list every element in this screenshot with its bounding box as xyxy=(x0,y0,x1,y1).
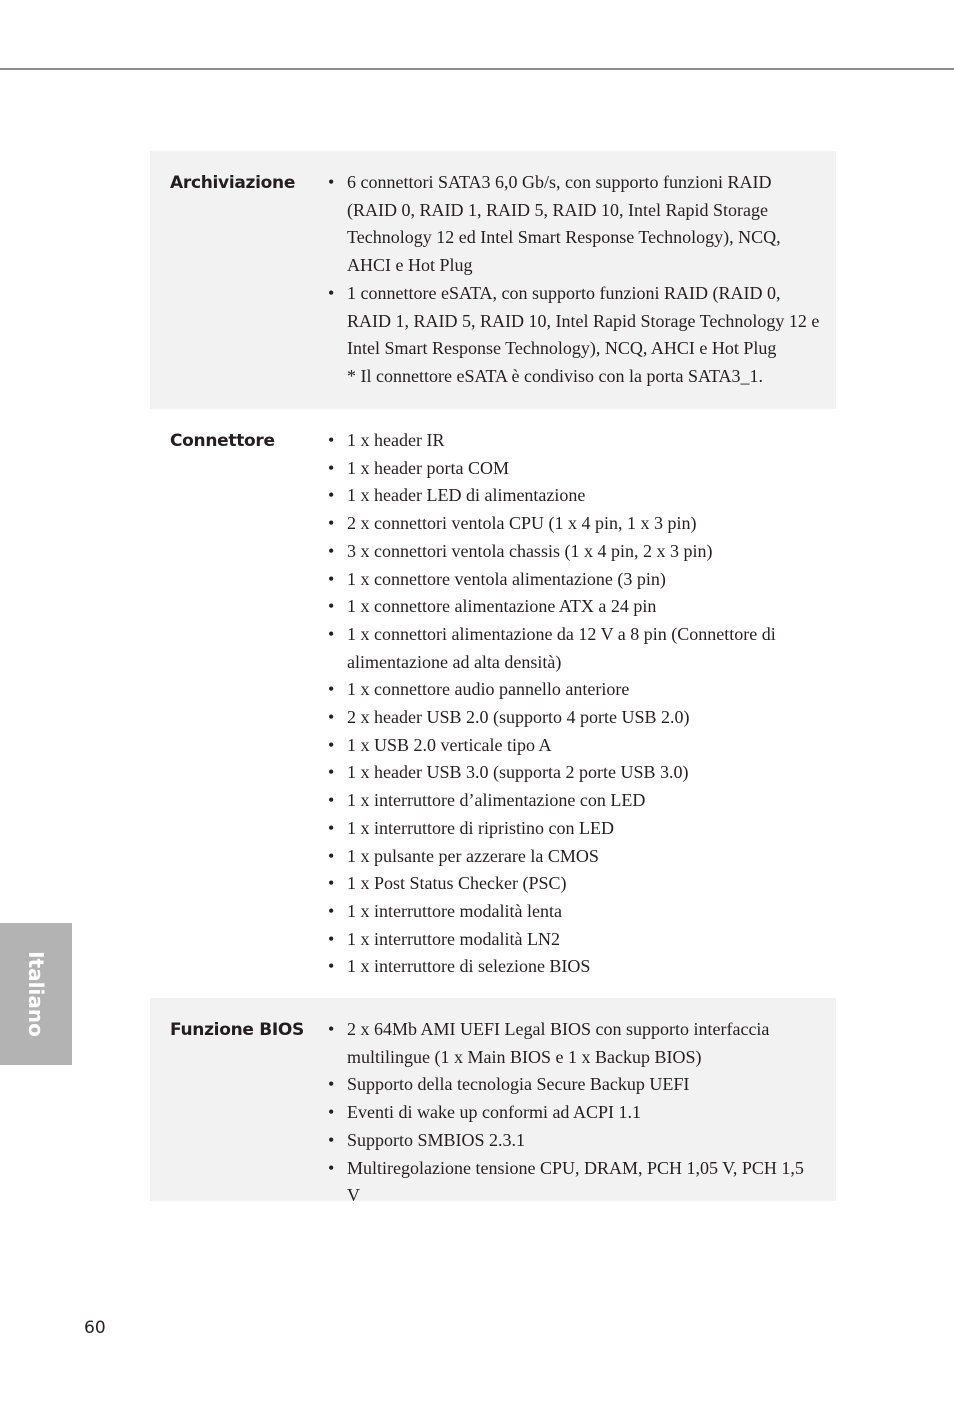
spec-content xyxy=(324,169,820,409)
list-item: • 2 x connettori ventola CPU (1 x 4 pin, 1 x 3 pin) xyxy=(324,510,820,538)
page-number: 60 xyxy=(84,1318,106,1338)
list-item: • 1 x interruttore d’alimentazione con LED xyxy=(324,787,820,815)
list-item: • 1 x connettore alimentazione ATX a 24 pin xyxy=(324,593,820,621)
language-side-tab xyxy=(0,923,72,1065)
list-item: • 1 x header LED di alimentazione xyxy=(324,482,820,510)
spec-label: Archiviazione xyxy=(170,173,296,193)
spec-row-archiviazione xyxy=(150,151,836,409)
list-item: • 1 x interruttore modalità LN2 xyxy=(324,926,820,954)
list-item: • 1 x interruttore modalità lenta xyxy=(324,898,820,926)
list-item: • 1 x connettore ventola alimentazione (3 pin) xyxy=(324,566,820,594)
list-item: • 3 x connettori ventola chassis (1 x 4 pin, 2 x 3 pin) xyxy=(324,538,820,566)
list-item: • 1 x USB 2.0 verticale tipo A xyxy=(324,732,820,760)
language-tab-label: Italiano xyxy=(24,951,48,1037)
list-item: • 1 connettore eSATA, con supporto funzioni RAID (RAID 0, RAID 1, RAID 5, RAID 10, Intel Rapid Storage Technology 12 e Intel Smart Response Technology), NCQ, AHCI e Hot Plug xyxy=(324,280,820,363)
list-item: • 1 x interruttore di ripristino con LED xyxy=(324,815,820,843)
list-item: • Multiregolazione tensione CPU, DRAM, PCH 1,05 V, PCH 1,5 V xyxy=(324,1155,820,1210)
spec-row-connettore xyxy=(150,409,836,998)
spec-row-funzione-bios xyxy=(150,998,836,1206)
list-item: • 2 x 64Mb AMI UEFI Legal BIOS con supporto interfaccia multilingue (1 x Main BIOS e 1 x Backup BIOS) xyxy=(324,1016,820,1071)
list-item: • Supporto SMBIOS 2.3.1 xyxy=(324,1127,820,1155)
list-item: • Supporto della tecnologia Secure Backup UEFI xyxy=(324,1071,820,1099)
spec-label: Funzione BIOS xyxy=(170,1020,305,1040)
list-item: • 1 x header porta COM xyxy=(324,455,820,483)
header-rule xyxy=(0,68,954,70)
list-item: • 1 x pulsante per azzerare la CMOS xyxy=(324,843,820,871)
list-item: • Eventi di wake up conformi ad ACPI 1.1 xyxy=(324,1099,820,1127)
spec-list xyxy=(324,427,820,998)
list-item: • 1 x header USB 3.0 (supporta 2 porte USB 3.0) xyxy=(324,759,820,787)
list-item: • 6 connettori SATA3 6,0 Gb/s, con supporto funzioni RAID (RAID 0, RAID 1, RAID 5, RAID 10, Intel Rapid Storage Technology 12 ed Intel Smart Response Technology), NCQ, AHCI e Hot Plug xyxy=(324,169,820,280)
spec-list xyxy=(324,169,820,363)
list-item: • 1 x header IR xyxy=(324,427,820,455)
list-item: • 2 x header USB 2.0 (supporto 4 porte USB 2.0) xyxy=(324,704,820,732)
list-item: • 1 x Post Status Checker (PSC) xyxy=(324,870,820,898)
spec-note: * Il connettore eSATA è condiviso con la porta SATA3_1. xyxy=(347,365,764,386)
spec-list xyxy=(324,1016,820,1206)
spec-table xyxy=(150,151,836,1206)
list-item: • 1 x connettore audio pannello anteriore xyxy=(324,676,820,704)
list-item: • 1 x connettori alimentazione da 12 V a 8 pin (Connettore di alimentazione ad alta densità) xyxy=(324,621,820,676)
list-item: • 1 x interruttore di selezione BIOS xyxy=(324,953,820,981)
spec-label: Connettore xyxy=(170,431,275,451)
